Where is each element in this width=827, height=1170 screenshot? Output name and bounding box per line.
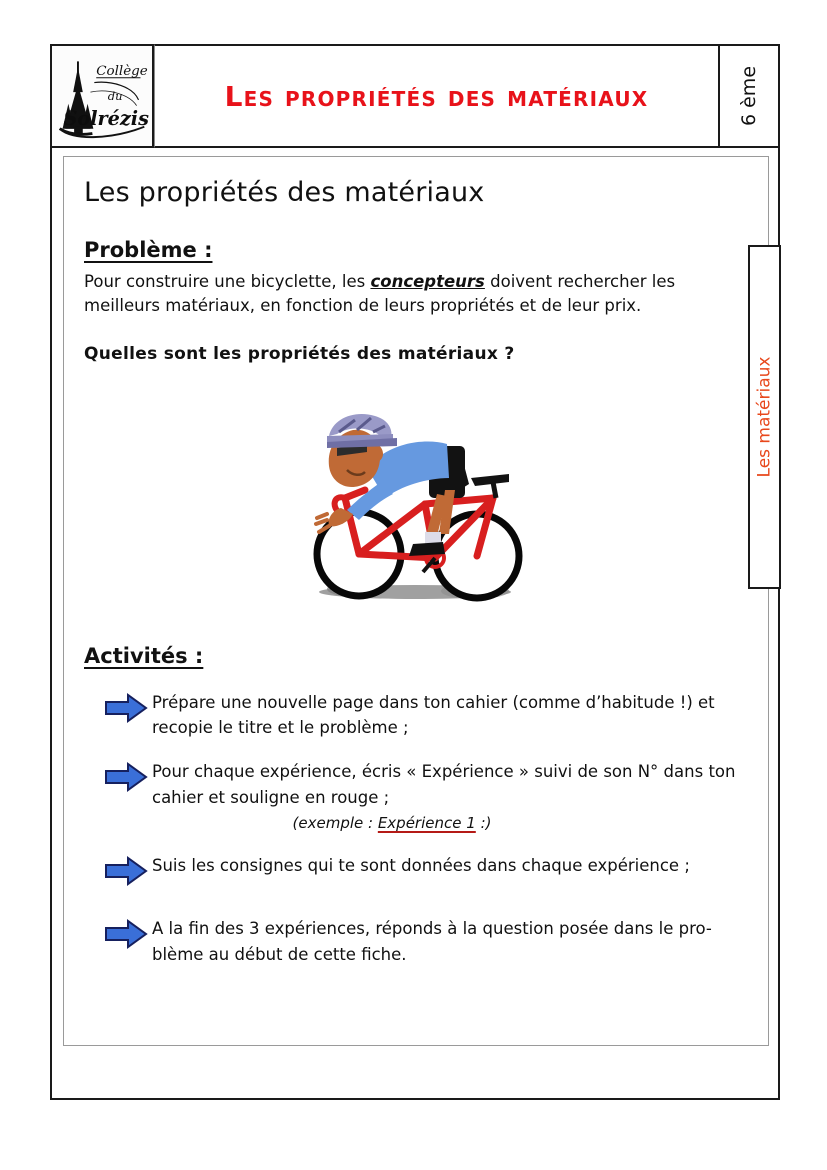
activity-text-1: Prépare une nouvelle page dans ton cahier (comme d’habitude !) et recopie le titre et le problème ;: [152, 692, 715, 738]
list-item: [84, 759, 748, 835]
document-title: Les propriétés des matériaux: [84, 177, 485, 208]
probleme-emphasis: concepteurs: [370, 272, 485, 291]
svg-text:Solrézis: Solrézis: [63, 106, 149, 130]
college-logo-cell: [50, 44, 154, 148]
activity-text-4: A la fin des 3 expériences, réponds à la question posée dans le pro-blème au début de cette fiche.: [152, 919, 712, 964]
list-item: [84, 853, 748, 886]
probleme-section: [84, 208, 748, 364]
college-logo: [52, 46, 152, 146]
activity-text-3: Suis les consignes qui te sont données dans chaque expérience ;: [152, 856, 690, 876]
probleme-question: Quelles sont les propriétés des matériaux ?: [84, 343, 515, 364]
activity-text-2-main: Pour chaque expérience, écris « Expérience » suivi de son N° dans ton cahier et souligne en rouge ;: [152, 761, 736, 807]
side-tab-les-materiaux: [748, 245, 781, 589]
arrow-right-icon: [104, 762, 148, 792]
document-header: [50, 44, 780, 148]
activity-list: [84, 690, 748, 968]
arrow-right-icon: [104, 693, 148, 723]
content-area: [63, 156, 769, 1046]
list-item: [84, 690, 748, 741]
probleme-text-after: doivent rechercher les meilleurs matériaux, en fonction de leurs propriétés et de leur prix.: [84, 272, 676, 315]
activity-text-2: [152, 759, 748, 835]
example-prefix: (exemple :: [292, 814, 378, 833]
arrow-cell-2: [84, 759, 152, 792]
probleme-heading: Problème :: [84, 238, 213, 262]
activites-heading: Activités :: [84, 643, 204, 668]
probleme-paragraph: [84, 270, 748, 318]
illustration-wrapper: [84, 386, 748, 608]
side-tab-label: Les matériaux: [754, 356, 775, 478]
example-suffix: :): [475, 814, 492, 833]
cyclist-illustration: [297, 386, 535, 608]
svg-text:du: du: [107, 88, 123, 103]
page-title: Les propriétés des matériaux: [224, 79, 649, 113]
arrow-cell-1: [84, 690, 152, 723]
arrow-cell-3: [84, 853, 152, 886]
grade-level-cell: [720, 44, 780, 148]
probleme-text-before: Pour construire une bicyclette, les: [84, 272, 371, 291]
arrow-cell-4: [84, 916, 152, 949]
svg-text:Collège: Collège: [96, 63, 148, 79]
list-item: [84, 916, 748, 967]
activity-example-2: [152, 812, 742, 835]
arrow-right-icon: [104, 856, 148, 886]
activites-section: [84, 614, 748, 968]
header-title-cell: [154, 44, 720, 148]
arrow-right-icon: [104, 919, 148, 949]
example-underlined: Expérience 1: [377, 814, 476, 833]
grade-level-label: 6 ème: [738, 65, 761, 127]
